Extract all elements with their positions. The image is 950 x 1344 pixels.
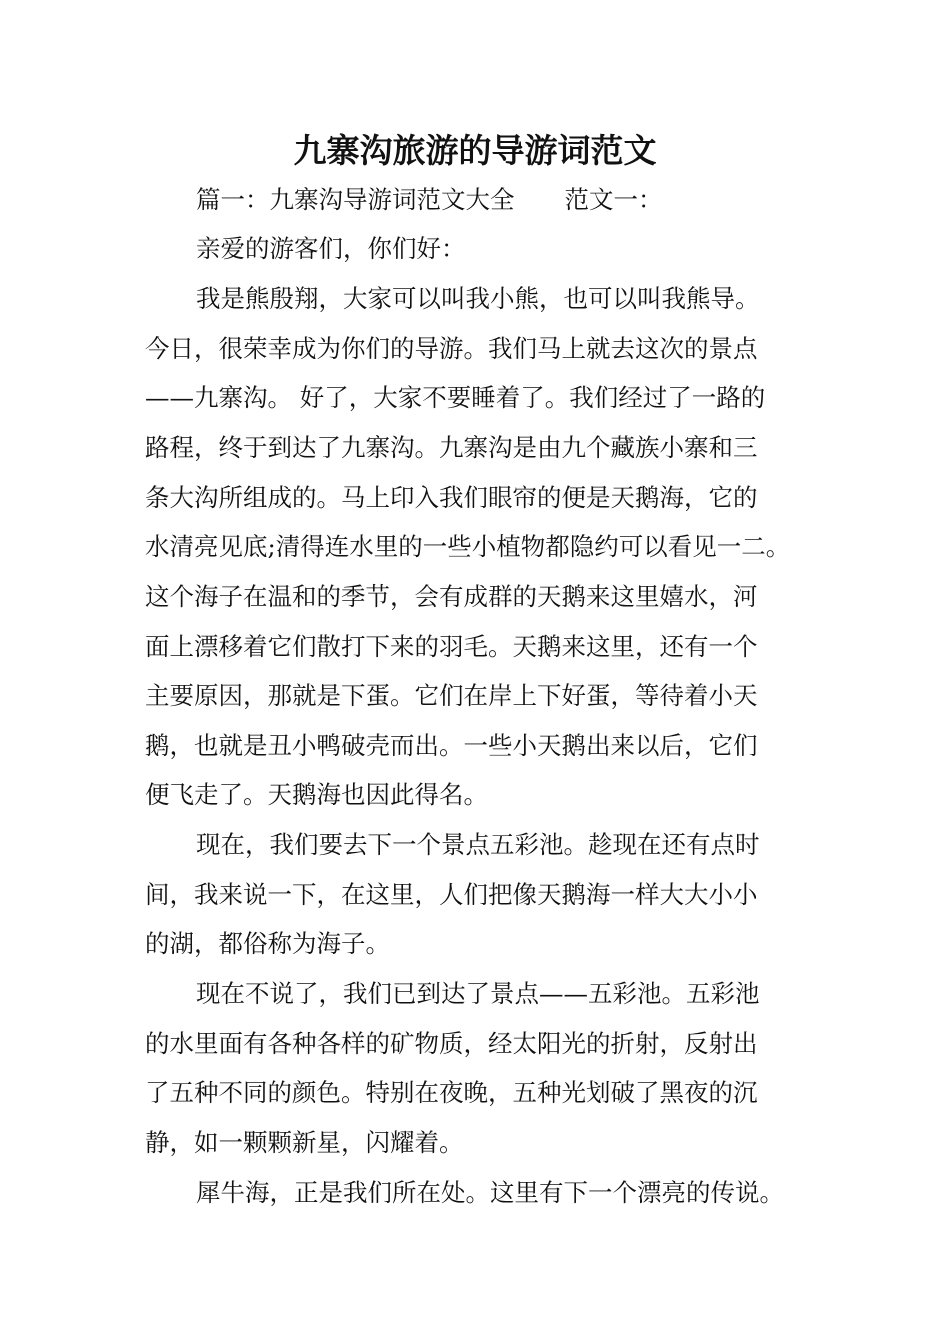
paragraph-line: 鹅，也就是丑小鸭破壳而出。一些小天鹅出来以后，它们 (145, 731, 758, 760)
paragraph-line: 间，我来说一下，在这里，人们把像天鹅海一样大大小小 (145, 880, 758, 909)
subheading-left: 篇一：九寨沟导游词范文大全 (196, 185, 515, 214)
paragraph-line: 犀牛海，正是我们所在处。这里有下一个漂亮的传说。 (196, 1178, 784, 1207)
paragraph-line: 静，如一颗颗新星，闪耀着。 (145, 1128, 464, 1157)
paragraph-line: 便飞走了。天鹅海也因此得名。 (145, 780, 488, 809)
subheading (196, 175, 876, 225)
paragraph-line: 现在，我们要去下一个景点五彩池。趁现在还有点时 (196, 830, 760, 859)
paragraph-line: 我是熊殷翔，大家可以叫我小熊，也可以叫我熊导。 (196, 284, 760, 313)
paragraph-line: 水清亮见底;清得连水里的一些小植物都隐约可以看见一二。 (145, 532, 791, 561)
paragraph-line: 现在不说了，我们已到达了景点——五彩池。五彩池 (196, 979, 760, 1008)
paragraph-line: 路程，终于到达了九寨沟。九寨沟是由九个藏族小寨和三 (145, 433, 758, 462)
paragraph-line: 主要原因，那就是下蛋。它们在岸上下好蛋，等待着小天 (145, 681, 758, 710)
paragraph-line: 这个海子在温和的季节，会有成群的天鹅来这里嬉水，河 (145, 582, 758, 611)
paragraph-line: 了五种不同的颜色。特别在夜晚，五种光划破了黑夜的沉 (145, 1078, 758, 1107)
paragraph-line: 的水里面有各种各样的矿物质，经太阳光的折射，反射出 (145, 1029, 758, 1058)
document-title: 九寨沟旅游的导游词范文 (293, 131, 657, 170)
paragraph-line: 条大沟所组成的。马上印入我们眼帘的便是天鹅海，它的 (145, 483, 758, 512)
paragraph-line: 面上漂移着它们散打下来的羽毛。天鹅来这里，还有一个 (145, 632, 758, 661)
paragraph-line: 今日，很荣幸成为你们的导游。我们马上就去这次的景点 (145, 334, 758, 363)
greeting: 亲爱的游客们，你们好： (196, 234, 466, 263)
paragraph-line: 的湖，都俗称为海子。 (145, 929, 390, 958)
subheading-right: 范文一： (564, 185, 663, 214)
paragraph-line: ——九寨沟。 好了，大家不要睡着了。我们经过了一路的 (145, 383, 766, 412)
